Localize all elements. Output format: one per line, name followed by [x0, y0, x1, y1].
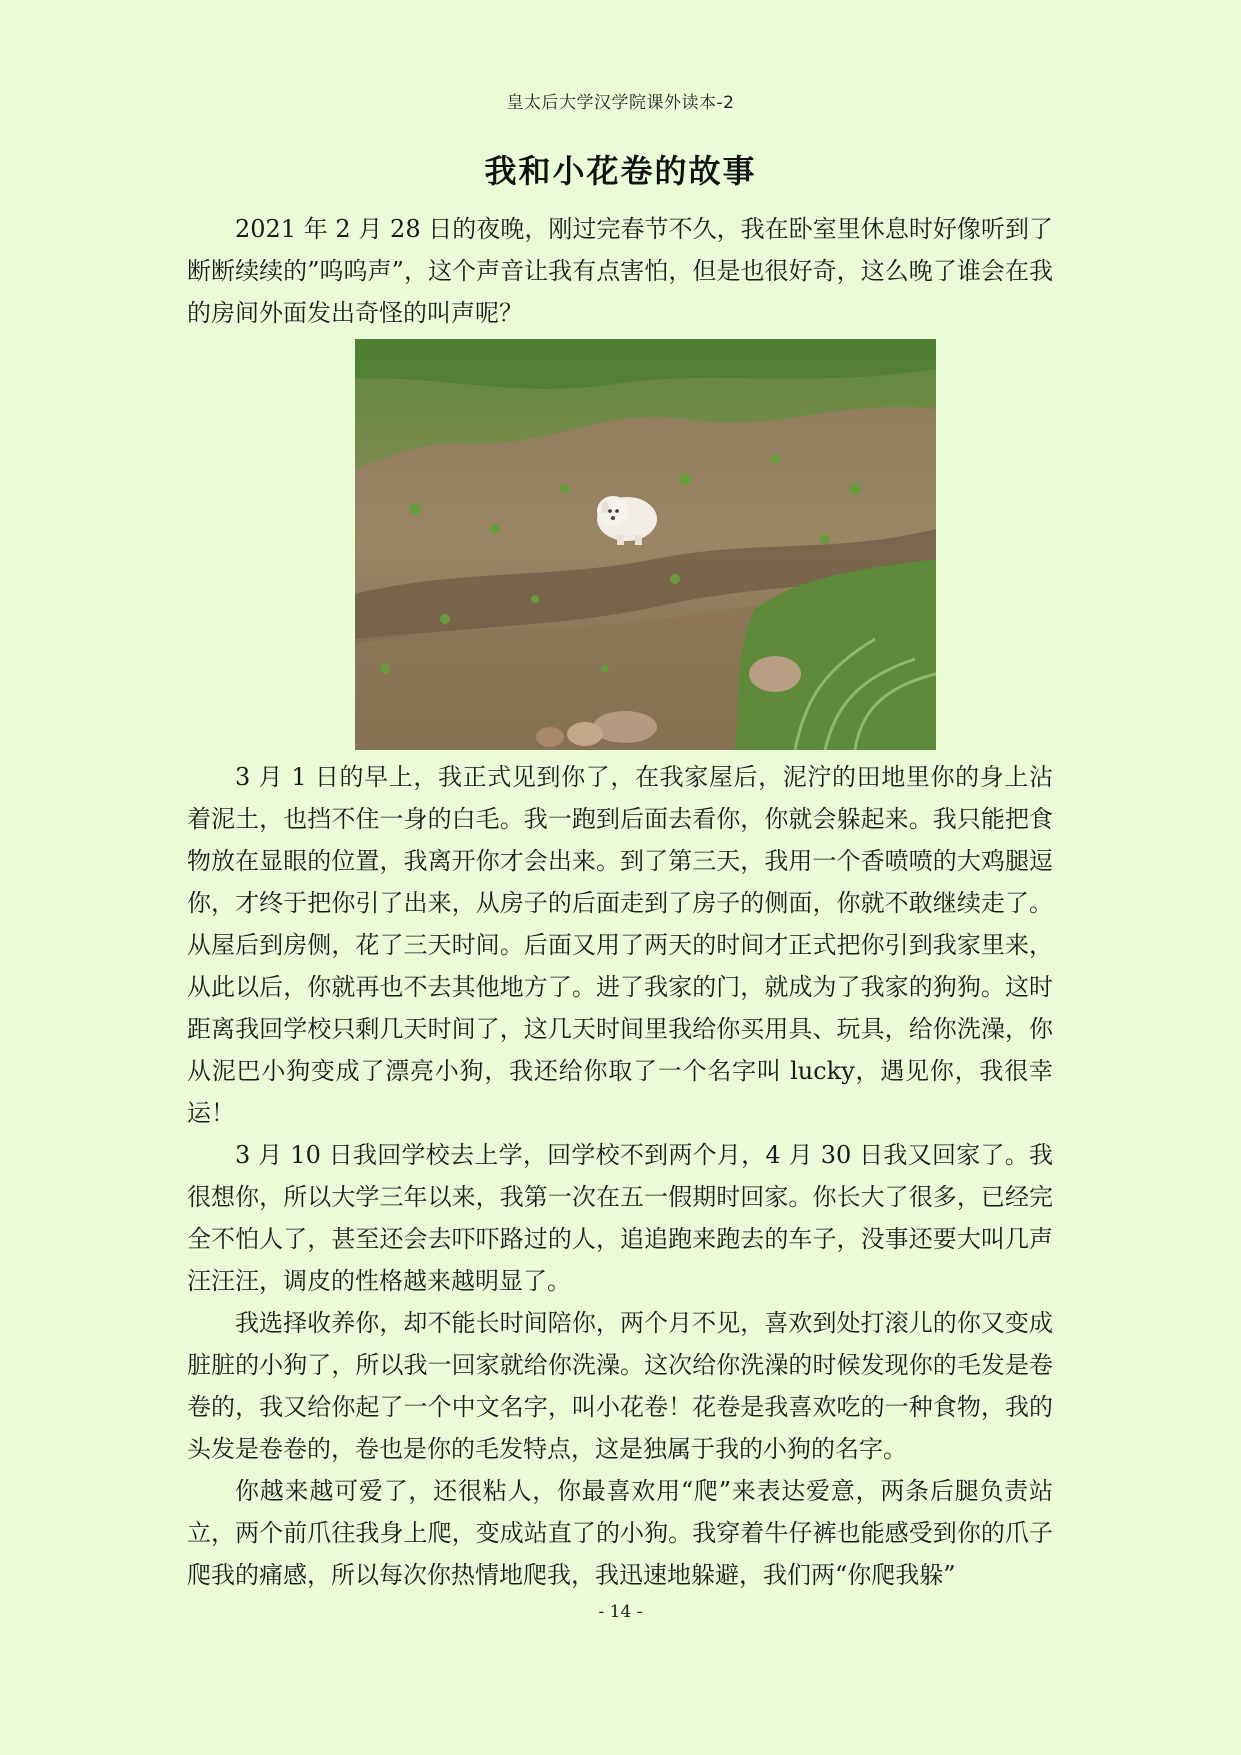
running-header: 皇太后大学汉学院课外读本-2: [506, 93, 735, 113]
article-title: 我和小花卷的故事: [484, 152, 757, 190]
paragraph-1: 2021 年 2 月 28 日的夜晚，刚过完春节不久，我在卧室里休息时好像听到了断断续续的”呜呜声”，这个声音让我有点害怕，但是也很好奇，这么晚了谁会在我的房间外面发出奇怪的叫声呢？: [187, 215, 1053, 327]
paragraph-4: 我选择收养你，却不能长时间陪你，两个月不见，喜欢到处打滚儿的你又变成脏脏的小狗了，所以我一回家就给你洗澡。这次给你洗澡的时候发现你的毛发是卷卷的，我又给你起了一个中文名字，叫小花卷！花卷是我喜欢吃的一种食物，我的头发是卷卷的，卷也是你的毛发特点，这是独属于我的小狗的名字。: [187, 1309, 1053, 1463]
paragraph-2: 3 月 1 日的早上，我正式见到你了，在我家屋后，泥泞的田地里你的身上沾着泥土，也挡不住一身的白毛。我一跑到后面去看你，你就会躲起来。我只能把食物放在显眼的位置，我离开你才会出来。到了第三天，我用一个香喷喷的大鸡腿逗你，才终于把你引了出来，从房子的后面走到了房子的侧面，你就不敢继续走了。从屋后到房侧，花了三天时间。后面又用了两天的时间才正式把你引到我家里来，从此以后，你就再也不去其他地方了。进了我家的门，就成为了我家的狗狗。这时距离我回学校只剩几天时间了，这几天时间里我给你买用具、玩具，给你洗澡，你从泥巴小狗变成了漂亮小狗，我还给你取了一个名字叫 lucky，遇见你，我很幸运！: [187, 763, 1053, 1127]
paragraph-5: 你越来越可爱了，还很粘人，你最喜欢用“爬”来表达爱意，两条后腿负责站立，两个前爪往我身上爬，变成站直了的小狗。我穿着牛仔裤也能感受到你的爪子爬我的痛感，所以每次你热情地爬我，我迅速地躲避，我们两“你爬我躲”: [187, 1477, 1053, 1589]
main-text-block: [187, 756, 1053, 1596]
page-number: - 14 -: [598, 1602, 643, 1622]
intro-text-block: [187, 208, 1053, 334]
puppy-in-field-photo: [355, 339, 936, 750]
paragraph-3: 3 月 10 日我回学校去上学，回学校不到两个月，4 月 30 日我又回家了。我很想你，所以大学三年以来，我第一次在五一假期时回家。你长大了很多，已经完全不怕人了，甚至还会去吓吓路过的人，追追跑来跑去的车子，没事还要大叫几声汪汪汪，调皮的性格越来越明显了。: [187, 1141, 1053, 1295]
